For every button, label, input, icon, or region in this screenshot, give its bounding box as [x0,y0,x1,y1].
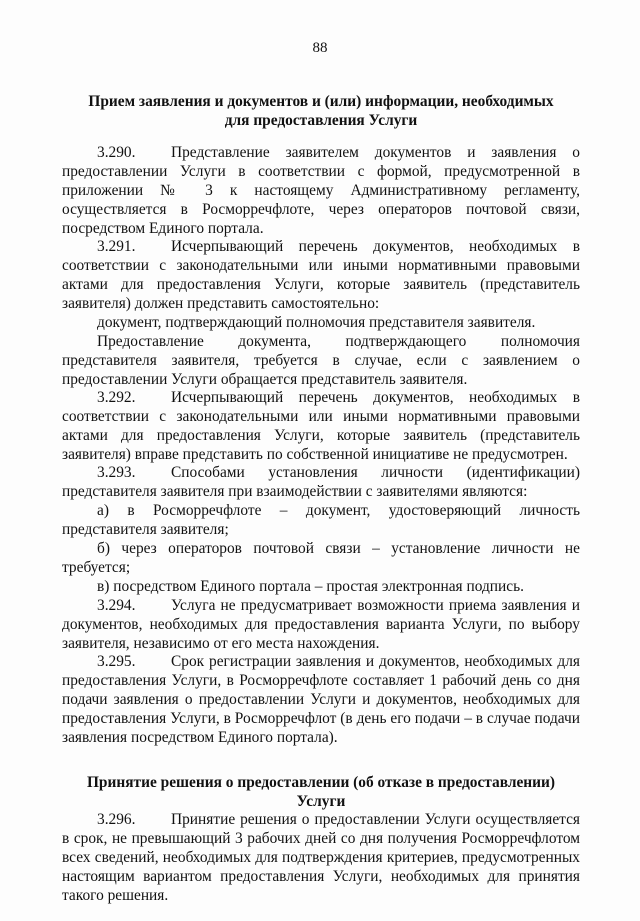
section-heading-line: Прием заявления и документов и (или) информации, необходимых [88,93,554,110]
paragraph-line: заявителя) вправе представить по собственной инициативе не предусмотрен. [62,446,568,463]
page-number: 88 [312,40,328,56]
paragraph-number: 3.294. [97,597,136,614]
paragraph-text: Срок регистрации заявления и документов, необходимых для [171,653,580,670]
paragraph-3-290-first-line [97,143,580,162]
paragraph-line: предоставления Услуги, в Росморречфлоте составляет 1 рабочий день со дня [62,672,580,689]
paragraph-3-293-first-line [97,463,580,482]
paragraph-line: настоящим вариантом предоставления Услуги, необходимых для принятия [62,868,580,885]
paragraph-line: всех сведений, необходимых для подтверждения критериев, предусмотренных [62,849,580,866]
paragraph-3-295-first-line [97,652,580,671]
paragraph-3-292-first-line [97,388,580,407]
paragraph-number: 3.292. [97,389,136,406]
paragraph-number: 3.296. [97,811,136,828]
paragraph-line: соответствии с законодательными или иными нормативными правовыми [62,257,580,274]
paragraph-line: представителя заявителя; [62,521,229,538]
paragraph-line: предоставления Услуги, в Росморречфлот (в день его подачи – в случае подачи [62,710,580,727]
paragraph-line: актами для предоставления Услуги, которые заявитель (представитель [62,427,580,444]
paragraph-line: представителя заявителя, требуется в случае, если с заявлением о [62,352,580,369]
paragraph-line: предоставлении Услуги обращается представитель заявителя. [62,371,468,388]
paragraph-line: заявителя) должен представить самостоятельно: [62,295,380,312]
paragraph-number: 3.293. [97,464,136,481]
list-item-a: а) в Росморречфлоте – документ, удостоверяющий личность [97,502,580,519]
paragraph-line: заявителя, независимо от его места нахождения. [62,635,380,652]
paragraph-line: документ, подтверждающий полномочия представителя заявителя. [97,314,536,331]
paragraph-line: приложении № 3 к настоящему Административному регламенту, [62,182,580,199]
paragraph-line: представителя заявителя при взаимодействии с заявителями являются: [62,483,528,500]
paragraph-text: Способами установления личности (идентификации) [171,464,580,481]
paragraph-line: такого решения. [62,887,169,904]
list-item-b: б) через операторов почтовой связи – установление личности не [97,540,580,557]
paragraph-line: в срок, не превышающий 3 рабочих дней со дня получения Росморречфлотом [62,830,580,847]
paragraph-line: актами для предоставления Услуги, которые заявитель (представитель [62,276,580,293]
paragraph-line: требуется; [62,559,131,576]
section-heading-acceptance [62,92,580,130]
paragraph-line: Предоставление документа, подтверждающего полномочия [97,333,580,350]
paragraph-line: документов, необходимых для предоставления варианта Услуги, по выбору [62,616,580,633]
paragraph-3-294-first-line [97,596,580,615]
paragraph-line: предоставлении Услуги в соответствии с формой, предусмотренной в [62,163,580,180]
paragraph-text: Представление заявителем документов и заявления о [171,144,580,161]
paragraph-line: заявления посредством Единого портала). [62,729,338,746]
section-heading-line: для предоставления Услуги [224,112,418,129]
paragraph-3-296-first-line [97,810,580,829]
section-heading-decision: Принятие решения о предоставлении (об отказе в предоставлении) Услуги [86,774,556,810]
paragraph-text: Исчерпывающий перечень документов, необходимых в [171,238,580,255]
paragraph-line: посредством Единого портала. [62,220,264,237]
paragraph-line: осуществляется в Росморречфлоте, через операторов почтовой связи, [62,201,580,218]
list-item-c: в) посредством Единого портала – простая электронная подпись. [97,578,524,595]
paragraph-text: Исчерпывающий перечень документов, необходимых в [171,389,580,406]
paragraph-line: подачи заявления о предоставлении Услуги и документов, необходимых для [62,691,580,708]
paragraph-text: Услуга не предусматривает возможности приема заявления и [171,597,580,614]
paragraph-number: 3.291. [97,238,136,255]
paragraph-3-291-first-line [97,237,580,256]
paragraph-text: Принятие решения о предоставлении Услуги осуществляется [171,811,580,828]
paragraph-number: 3.290. [97,144,136,161]
paragraph-number: 3.295. [97,653,136,670]
paragraph-line: соответствии с законодательными или иными нормативными правовыми [62,408,580,425]
